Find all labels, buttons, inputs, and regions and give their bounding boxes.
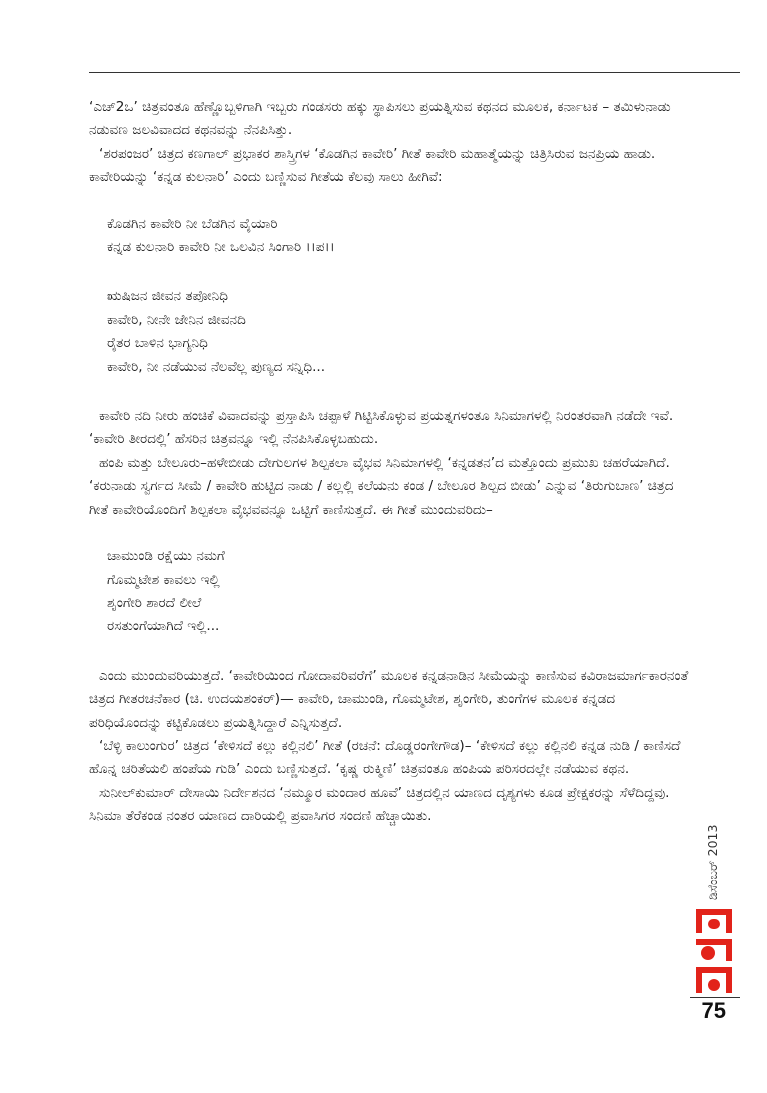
verse-line: ಕನ್ನಡ ಕುಲನಾರಿ ಕಾವೇರಿ ನೀ ಒಲವಿನ ಸಿಂಗಾರಿ ।।ಪ।। [107, 239, 335, 256]
paragraph-1: ‘ಎಚ್2ಒ’ ಚಿತ್ರವಂತೂ ಹೆಣ್ಣೊಬ್ಬಳಿಗಾಗಿ ಇಬ್ಬರು ಗಂಡಸರು ಹಕ್ಕು ಸ್ಥಾಪಿಸಲು ಪ್ರಯತ್ನಿಸುವ ಕಥನದ ಮೂಲಕ, ಕರ್ನಾಟಕ – ತಮಿಳುನಾಡು ನಡುವಣ ಜಲವಿವಾದದ ಕಥನವನ್ನು ನೆನಪಿಸಿತ್ತು. [89, 99, 671, 139]
issue-date: ಡಿಸೆಂಬರ್ 2013 [705, 824, 720, 900]
verse-line: ಕೊಡಗಿನ ಕಾವೇರಿ ನೀ ಬೆಡಗಿನ ವೈಯಾರಿ [107, 215, 278, 232]
header-rule [89, 72, 740, 73]
verse-line: ಕಾವೇರಿ, ನೀ ನಡೆಯುವ ನೆಲವೆಲ್ಲ ಪುಣ್ಯದ ಸನ್ನಿಧಿ... [107, 358, 326, 375]
verse-line: ರಸತುಂಗೆಯಾಗಿದೆ ಇಲ್ಲಿ... [107, 618, 220, 635]
verse-block-3 [89, 545, 689, 639]
paragraph-2: ‘ಶರಪಂಜರ’ ಚಿತ್ರದ ಕಣಗಾಲ್ ಪ್ರಭಾಕರ ಶಾಸ್ತ್ರಿಗಳ ‘ಕೊಡಗಿನ ಕಾವೇರಿ’ ಗೀತೆ ಕಾವೇರಿ ಮಹಾತ್ಮೆಯನ್ನು ಚಿತ್ರಿಸಿರುವ ಜನಪ್ರಿಯ ಹಾಡು. ಕಾವೇರಿಯನ್ನು ‘ಕನ್ನಡ ಕುಲನಾರಿ’ ಎಂದು ಬಣ್ಣಿಸುವ ಗೀತೆಯ ಕೆಲವು ಸಾಲು ಹೀಗಿವೆ: [89, 145, 656, 186]
article-body [89, 96, 689, 829]
paragraph-6: ‘ಬೆಳ್ಳಿ ಕಾಲುಂಗುರ’ ಚಿತ್ರದ ‘ಕೇಳಿಸದೆ ಕಲ್ಲು ಕಲ್ಲಿನಲಿ’ ಗೀತೆ (ರಚನೆ: ದೊಡ್ಡರಂಗೇಗೌಡ)– ‘ಕೇಳಿಸದೆ ಕಲ್ಲು ಕಲ್ಲಿನಲಿ ಕನ್ನಡ ನುಡಿ / ಕಾಣಿಸದೆ ಹೊನ್ನ ಚರಿತೆಯಲಿ ಹಂಪೆಯ ಗುಡಿ’ ಎಂದು ಬಣ್ಣಿಸುತ್ತದೆ. ‘ಕೃಷ್ಣ ರುಕ್ಮಿಣಿ’ ಚಿತ್ರವಂತೂ ಹಂಪಿಯ ಪರಿಸರದಲ್ಲೇ ನಡೆಯುವ ಕಥನ. [89, 737, 681, 778]
verse-block-1 [89, 213, 689, 260]
paragraph-7: ಸುನೀಲ್‌ಕುಮಾರ್ ದೇಸಾಯಿ ನಿರ್ದೇಶನದ ‘ನಮ್ಮೂರ ಮಂದಾರ ಹೂವೆ’ ಚಿತ್ರದಲ್ಲಿನ ಯಾಣದ ದೃಶ್ಯಗಳು ಕೂಡ ಪ್ರೇಕ್ಷಕರನ್ನು ಸೆಳೆದಿದ್ದವು. ಸಿನಿಮಾ ತೆರೆಕಂಡ ನಂತರ ಯಾಣದ ದಾರಿಯಲ್ಲಿ ಪ್ರವಾಸಿಗರ ಸಂದಣಿ ಹೆಚ್ಚಾಯಿತು. [89, 784, 670, 825]
paragraph-3: ಕಾವೇರಿ ನದಿ ನೀರು ಹಂಚಿಕೆ ವಿವಾದವನ್ನು ಪ್ರಸ್ತಾಪಿಸಿ ಚಪ್ಪಾಳೆ ಗಿಟ್ಟಿಸಿಕೊಳ್ಳುವ ಪ್ರಯತ್ನಗಳಂತೂ ಸಿನಿಮಾಗಳಲ್ಲಿ ನಿರಂತರವಾಗಿ ನಡೆದೇ ಇವೆ. ‘ಕಾವೇರಿ ತೀರದಲ್ಲಿ’ ಹೆಸರಿನ ಚಿತ್ರವನ್ನೂ ಇಲ್ಲಿ ನೆನಪಿಸಿಕೊಳ್ಳಬಹುದು. [89, 408, 674, 448]
verse-line: ಋಷಿಜನ ಜೀವನ ತಪೋನಿಧಿ [107, 288, 229, 305]
verse-block-2 [89, 285, 689, 379]
verse-line: ಚಾಮುಂಡಿ ರಕ್ಷೆಯು ನಮಗೆ [107, 548, 225, 565]
page-number: 75 [701, 998, 726, 1023]
magazine-logo [690, 905, 738, 1000]
verse-line: ಕಾವೇರಿ, ನೀನೇ ಜೇನಿನ ಜೀವನದಿ [107, 311, 246, 328]
verse-line: ಗೊಮ್ಮಟೇಶ ಕಾವಲು ಇಲ್ಲಿ [107, 571, 220, 588]
paragraph-5: ಎಂದು ಮುಂದುವರಿಯುತ್ತದೆ. ‘ಕಾವೇರಿಯಿಂದ ಗೋದಾವರಿವರೆಗೆ’ ಮೂಲಕ ಕನ್ನಡನಾಡಿನ ಸೀಮೆಯನ್ನು ಕಾಣಿಸುವ ಕವಿರಾಜಮಾರ್ಗಕಾರನಂತೆ ಚಿತ್ರದ ಗೀತರಚನೆಕಾರ (ಚಿ. ಉದಯಶಂಕರ್)— ಕಾವೇರಿ, ಚಾಮುಂಡಿ, ಗೊಮ್ಮಟೇಶ, ಶೃಂಗೇರಿ, ತುಂಗೆಗಳ ಮೂಲಕ ಕನ್ನಡದ ಪರಿಧಿಯೊಂದನ್ನು ಕಟ್ಟಿಕೊಡಲು ಪ್ರಯತ್ನಿಸಿದ್ದಾರೆ ಎನ್ನಿಸುತ್ತದೆ. [89, 667, 689, 731]
verse-line: ಶೃಂಗೇರಿ ಶಾರದೆ ಲೀಲೆ [107, 594, 202, 611]
verse-line: ರೈತರ ಬಾಳಿನ ಭಾಗ್ಯನಿಧಿ [107, 335, 208, 352]
paragraph-4: ಹಂಪಿ ಮತ್ತು ಬೇಲೂರು–ಹಳೇಬೀಡು ದೇಗುಲಗಳ ಶಿಲ್ಪಕಲಾ ವೈಭವ ಸಿನಿಮಾಗಳಲ್ಲಿ ‘ಕನ್ನಡತನ’ದ ಮತ್ತೊಂದು ಪ್ರಮುಖ ಚಹರೆಯಾಗಿದೆ. ‘ಕರುನಾಡು ಸ್ವರ್ಗದ ಸೀಮೆ / ಕಾವೇರಿ ಹುಟ್ಟಿದ ನಾಡು / ಕಲ್ಲಲ್ಲಿ ಕಲೆಯನು ಕಂಡ / ಬೇಲೂರ ಶಿಲ್ಪದ ಬೀಡು’ ಎನ್ನುವ ‘ತಿರುಗುಬಾಣ’ ಚಿತ್ರದ ಗೀತೆ ಕಾವೇರಿಯೊಂದಿಗೆ ಶಿಲ್ಪಕಲಾ ವೈಭವವನ್ನೂ ಒಟ್ಟಿಗೆ ಕಾಣಿಸುತ್ತದೆ. ಈ ಗೀತೆ ಮುಂದುವರಿದು– [89, 454, 674, 518]
